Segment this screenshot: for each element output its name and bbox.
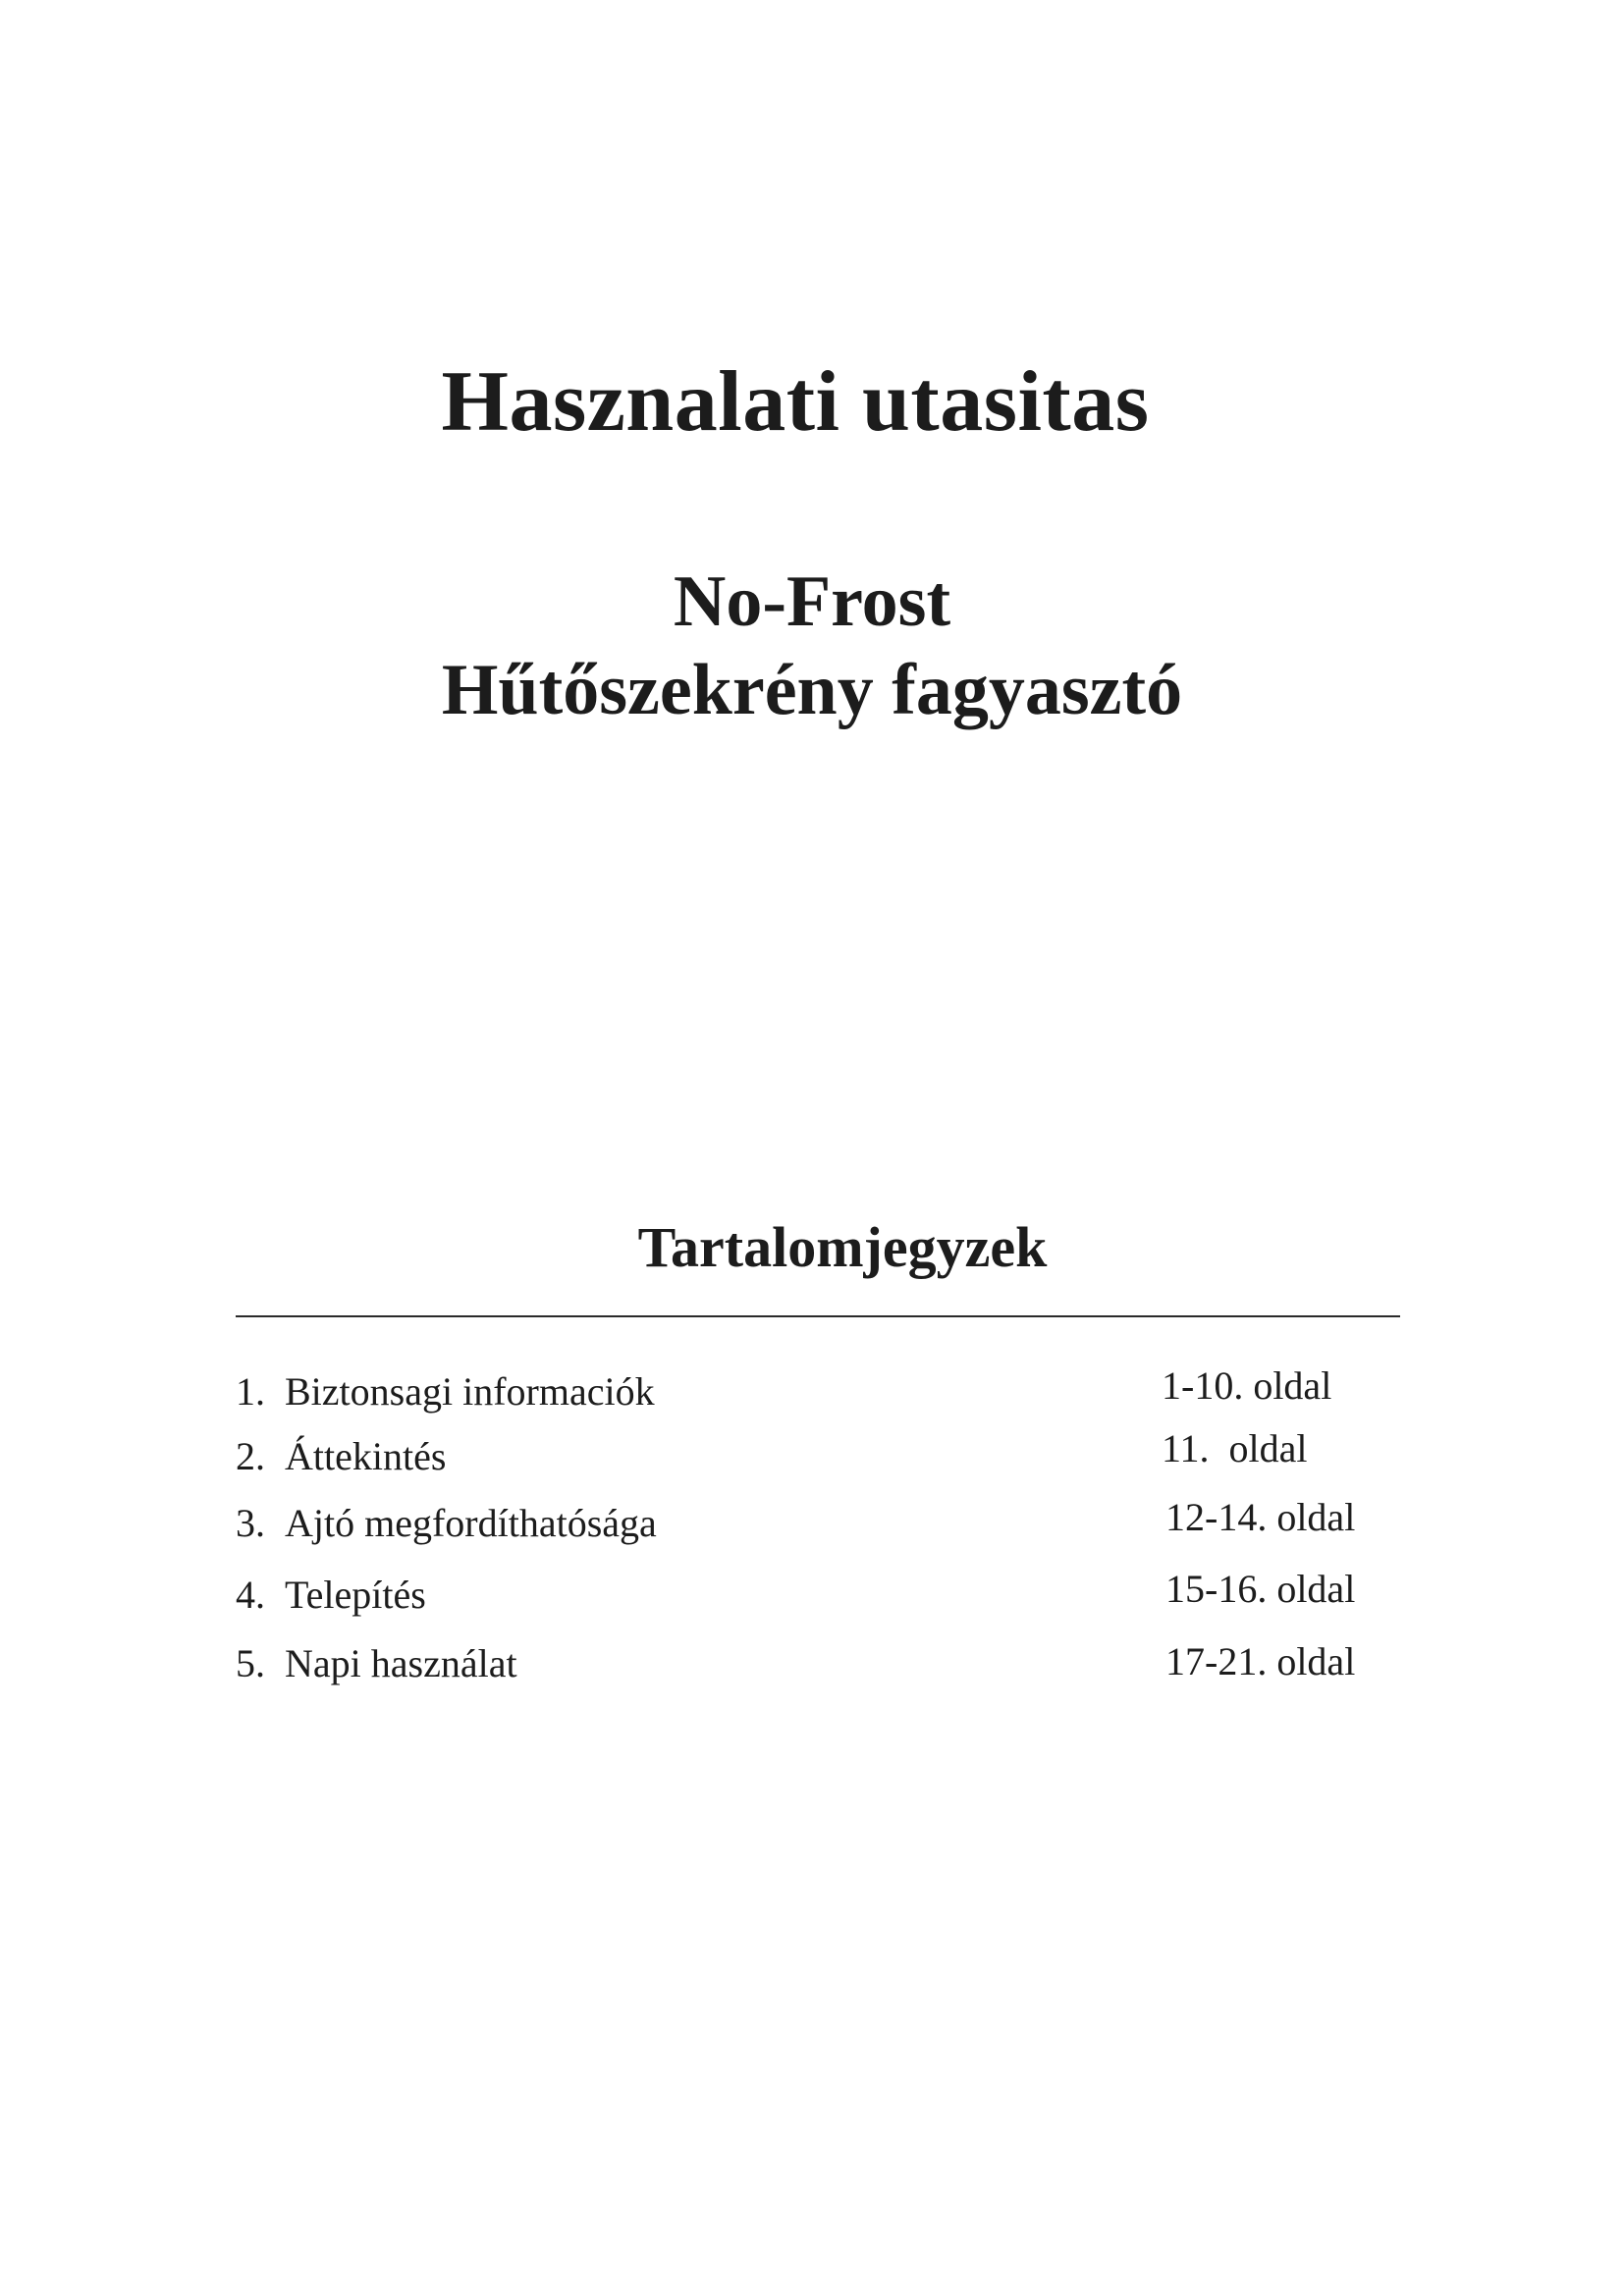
toc-entry-pages: 12-14. oldal [1165,1495,1356,1539]
toc-entry-pages: 1-10. oldal [1162,1363,1332,1408]
toc-entry [0,1634,1624,1693]
toc-entry [0,1362,1624,1421]
product-type: Hűtőszekrény fagyasztó [441,650,1183,730]
toc-entry [0,1566,1624,1625]
toc-entry-number: 3. [236,1501,265,1545]
toc-heading: Tartalomjegyzek [637,1215,1048,1279]
toc-entry-number: 5. [236,1641,265,1685]
toc-entry-number: 4. [236,1573,265,1617]
toc-entry-number: 2. [236,1434,265,1478]
toc-entry [0,1494,1624,1553]
toc-entry-label: Áttekintés [285,1434,447,1478]
toc-entry-number: 1. [236,1369,265,1414]
product-name: No-Frost [673,561,951,642]
toc-entry-label: Napi használat [285,1641,517,1685]
toc-entry-pages: 17-21. oldal [1165,1639,1356,1683]
toc-entry-label: Biztonsagi informaciók [285,1369,655,1414]
toc-entry-pages: 11. oldal [1162,1426,1308,1470]
toc-entry-label: Telepítés [285,1573,426,1617]
toc-entry-label: Ajtó megfordíthatósága [285,1501,657,1545]
document-title: Hasznalati utasitas [441,354,1150,450]
toc-entry [0,1427,1624,1486]
toc-entry-pages: 15-16. oldal [1165,1567,1356,1611]
